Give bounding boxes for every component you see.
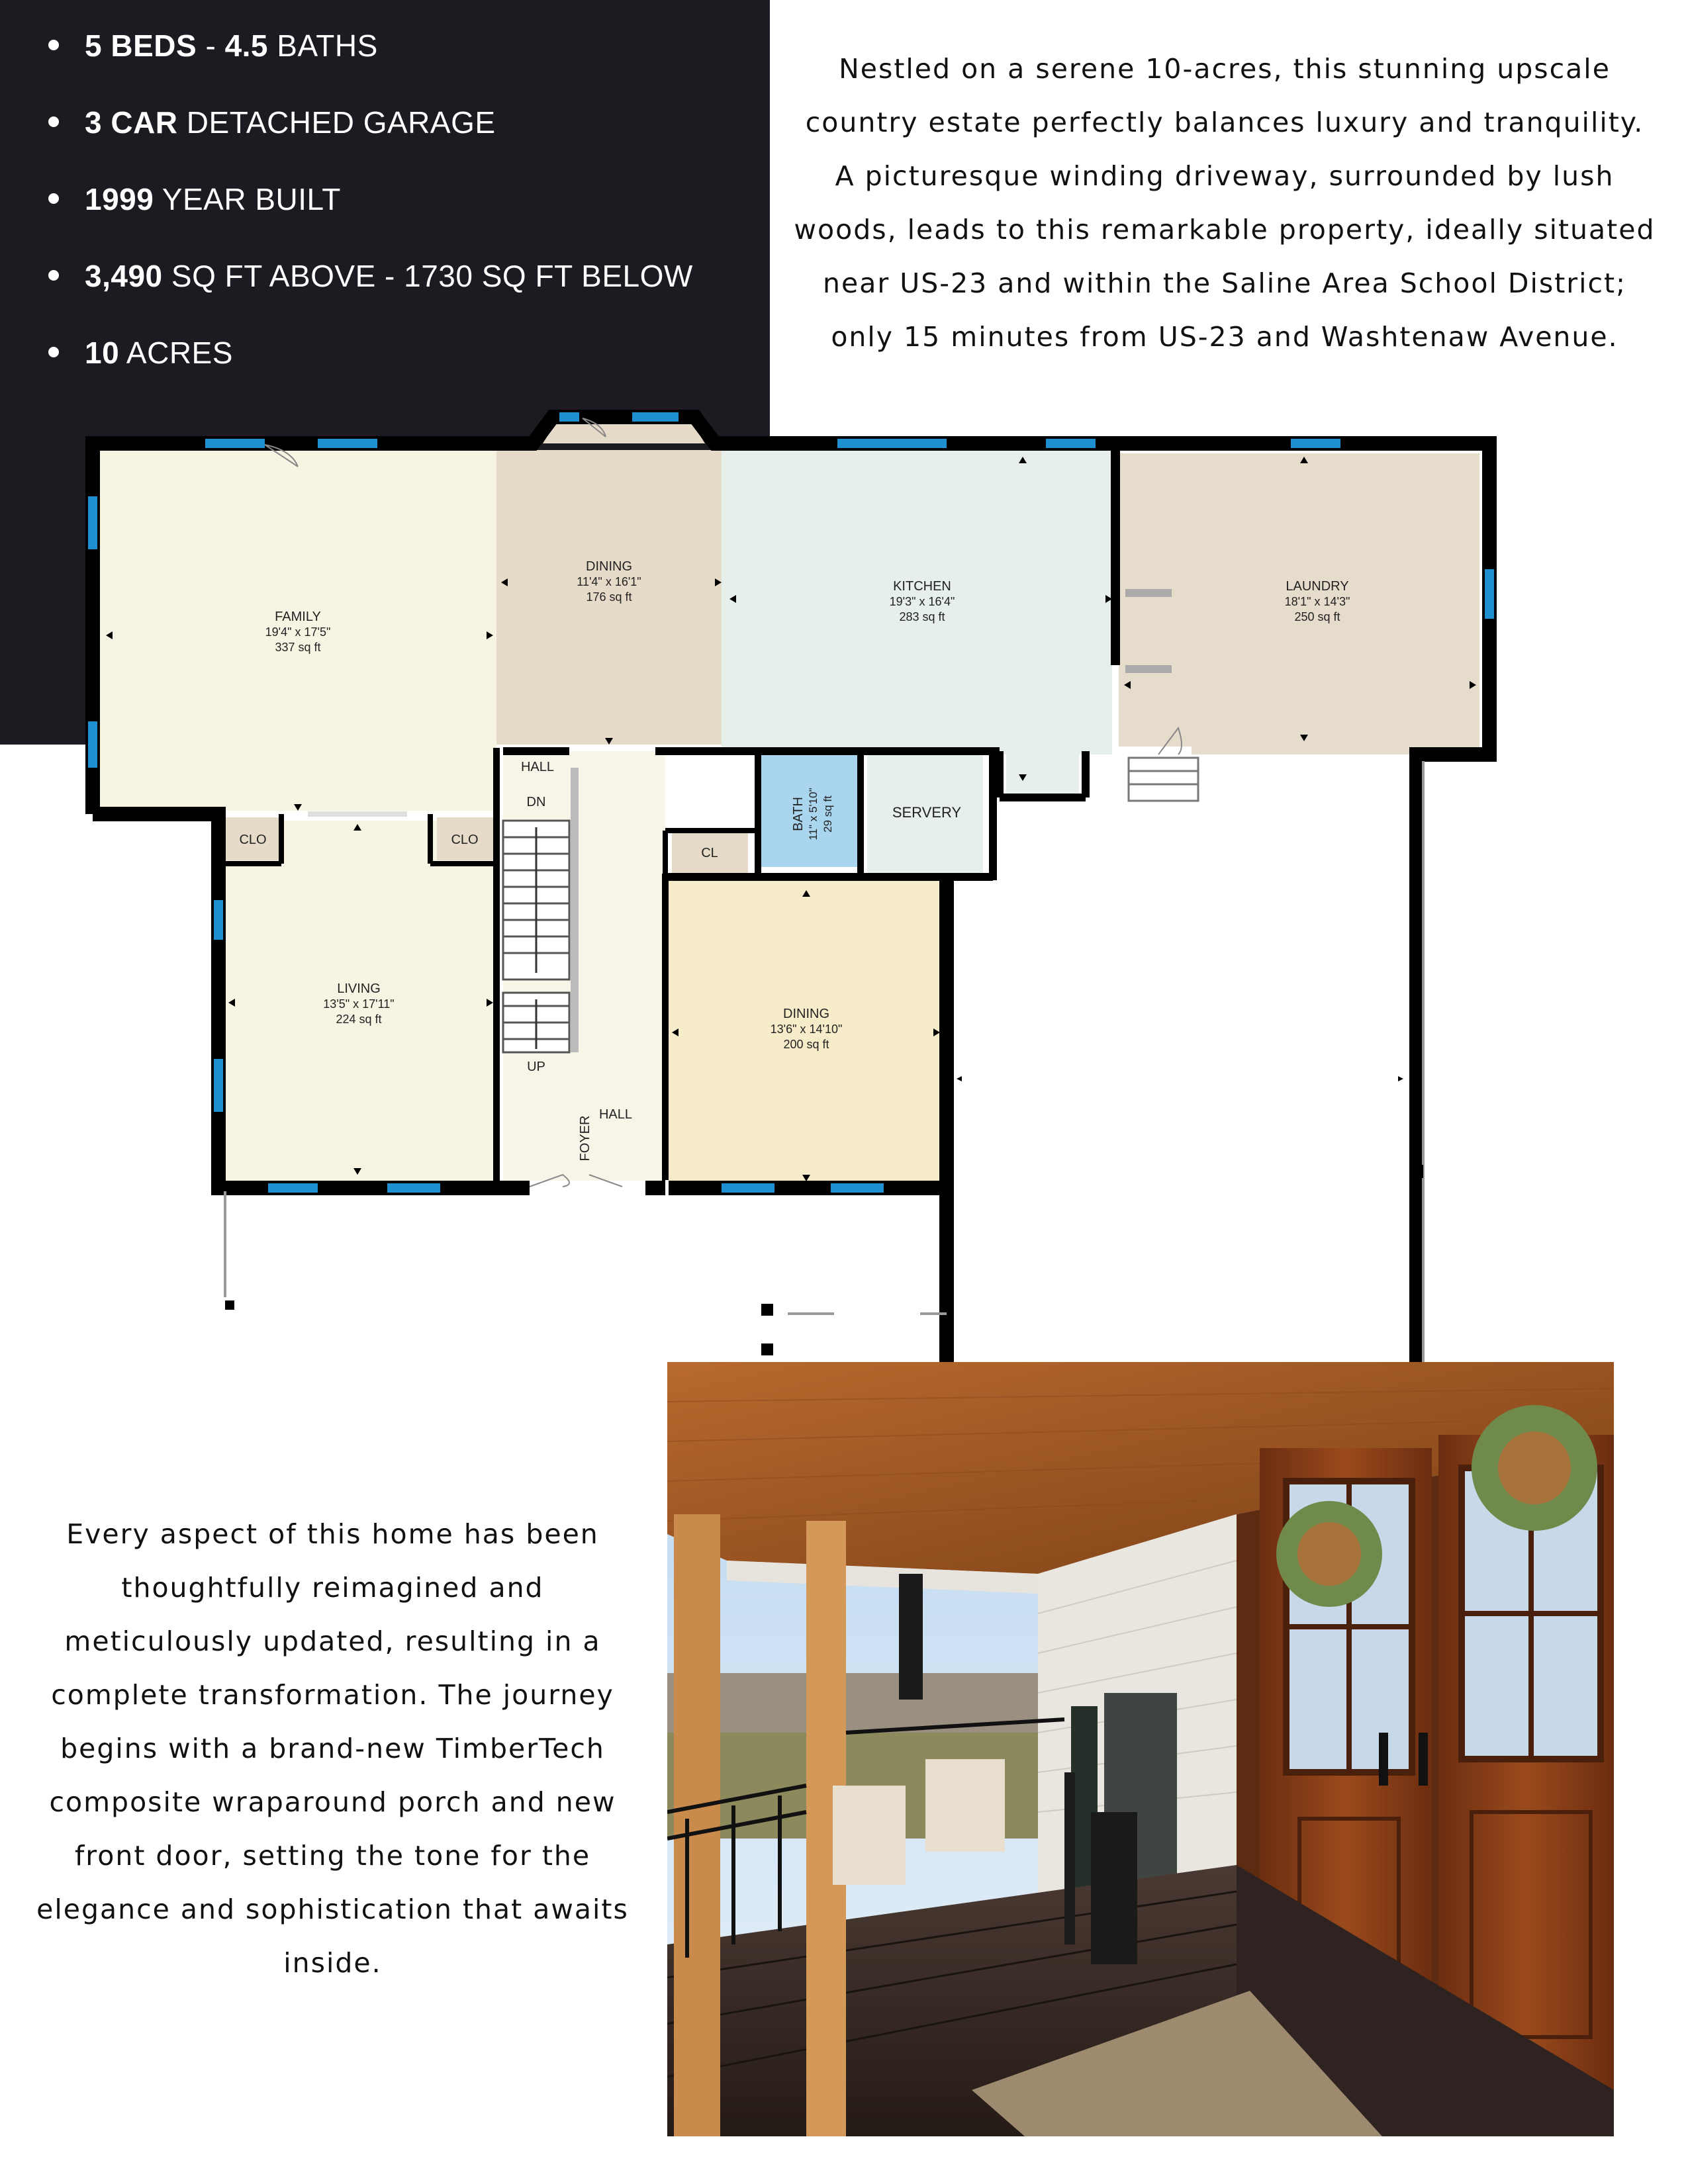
feature-text: SQ FT ABOVE - 1730 SQ FT BELOW: [162, 259, 693, 293]
servery-label: SERVERY: [892, 804, 962, 821]
bullet-icon: [48, 40, 59, 50]
feature-item: [36, 250, 693, 327]
intro-paragraph: Nestled on a serene 10-acres, this stunning upscale country estate perfectly balances luxury and tranquility. A picturesque winding driveway, surrounded by lush woods, leads to this remarkable property, ideally situated near US-23 and within the Saline Area School District; only 15 minutes from US-23 and Washtenaw Avenue.: [794, 53, 1656, 353]
bullet-icon: [48, 270, 59, 281]
feature-value: 3,490: [85, 259, 163, 293]
floor-plan: [0, 397, 1688, 1456]
family-area: 337 sq ft: [275, 641, 321, 654]
exterior-steps: [1129, 758, 1198, 801]
dining-top-label: DINING: [586, 559, 632, 574]
down-label: DN: [526, 795, 546, 809]
bullet-icon: [48, 347, 59, 357]
up-label: UP: [527, 1060, 545, 1074]
feature-value: 4.5: [224, 28, 269, 63]
bullet-icon: [48, 116, 59, 127]
feature-text: -: [197, 28, 225, 63]
foyer-hall-label: HALL: [598, 1107, 633, 1122]
laundry-area: 250 sq ft: [1294, 610, 1340, 623]
feature-item: [36, 20, 693, 97]
closet-cl-label: CL: [701, 846, 718, 860]
feature-text: ACRES: [119, 336, 233, 370]
feature-value: 3 CAR: [85, 105, 178, 140]
stair-rail: [571, 768, 579, 1052]
dining-bottom-dims: 13'6" x 14'10": [770, 1023, 843, 1036]
family-dims: 19'4" x 17'5": [265, 625, 331, 639]
bath-label: BATH: [791, 797, 806, 831]
living-label: LIVING: [337, 981, 381, 996]
dining-bottom-label: DINING: [783, 1007, 829, 1021]
feature-value: 10: [85, 336, 120, 370]
feature-text: DETACHED GARAGE: [177, 105, 496, 140]
features-list: [36, 20, 693, 404]
closet-right-label: CLO: [451, 833, 479, 847]
feature-text: YEAR BUILT: [154, 182, 341, 216]
dining-top-area: 176 sq ft: [586, 590, 632, 604]
dining-top-dims: 11'4" x 16'1": [577, 575, 641, 588]
feature-text: BATHS: [268, 28, 378, 63]
laundry-label: LAUNDRY: [1286, 579, 1349, 594]
hall-label: HALL: [520, 760, 555, 774]
family-label: FAMILY: [275, 610, 321, 624]
kitchen-nook: [1006, 745, 1079, 794]
feature-item: [36, 97, 693, 173]
bullet-icon: [48, 193, 59, 204]
living-dims: 13'5" x 17'11": [323, 997, 395, 1011]
feature-value: 5 BEDS: [85, 28, 197, 63]
staircase: [503, 821, 569, 1052]
laundry-dims: 18'1" x 14'3": [1284, 595, 1350, 608]
bath-dims: 11" x 5'10": [807, 788, 820, 841]
porch-photo: [667, 1362, 1614, 2136]
kitchen-dims: 19'3" x 16'4": [889, 595, 955, 608]
kitchen-area: 283 sq ft: [899, 610, 945, 623]
kitchen-label: KITCHEN: [893, 579, 951, 594]
foyer-label: FOYER: [578, 1115, 592, 1161]
body-paragraph: Every aspect of this home has been thoughtfully reimagined and meticulously updated, resulting in a complete transformation. The journey begins with a brand-new TimberTech composite wraparound porch and new front door, setting the tone for the elegance and sophistication that awaits inside.: [36, 1518, 629, 1979]
feature-value: 1999: [85, 182, 154, 216]
dining-bottom-area: 200 sq ft: [783, 1038, 829, 1051]
bath-area: 29 sq ft: [821, 796, 834, 833]
feature-item: [36, 173, 693, 250]
closet-left-label: CLO: [239, 833, 267, 847]
living-area: 224 sq ft: [336, 1013, 382, 1026]
feature-item: [36, 327, 693, 404]
